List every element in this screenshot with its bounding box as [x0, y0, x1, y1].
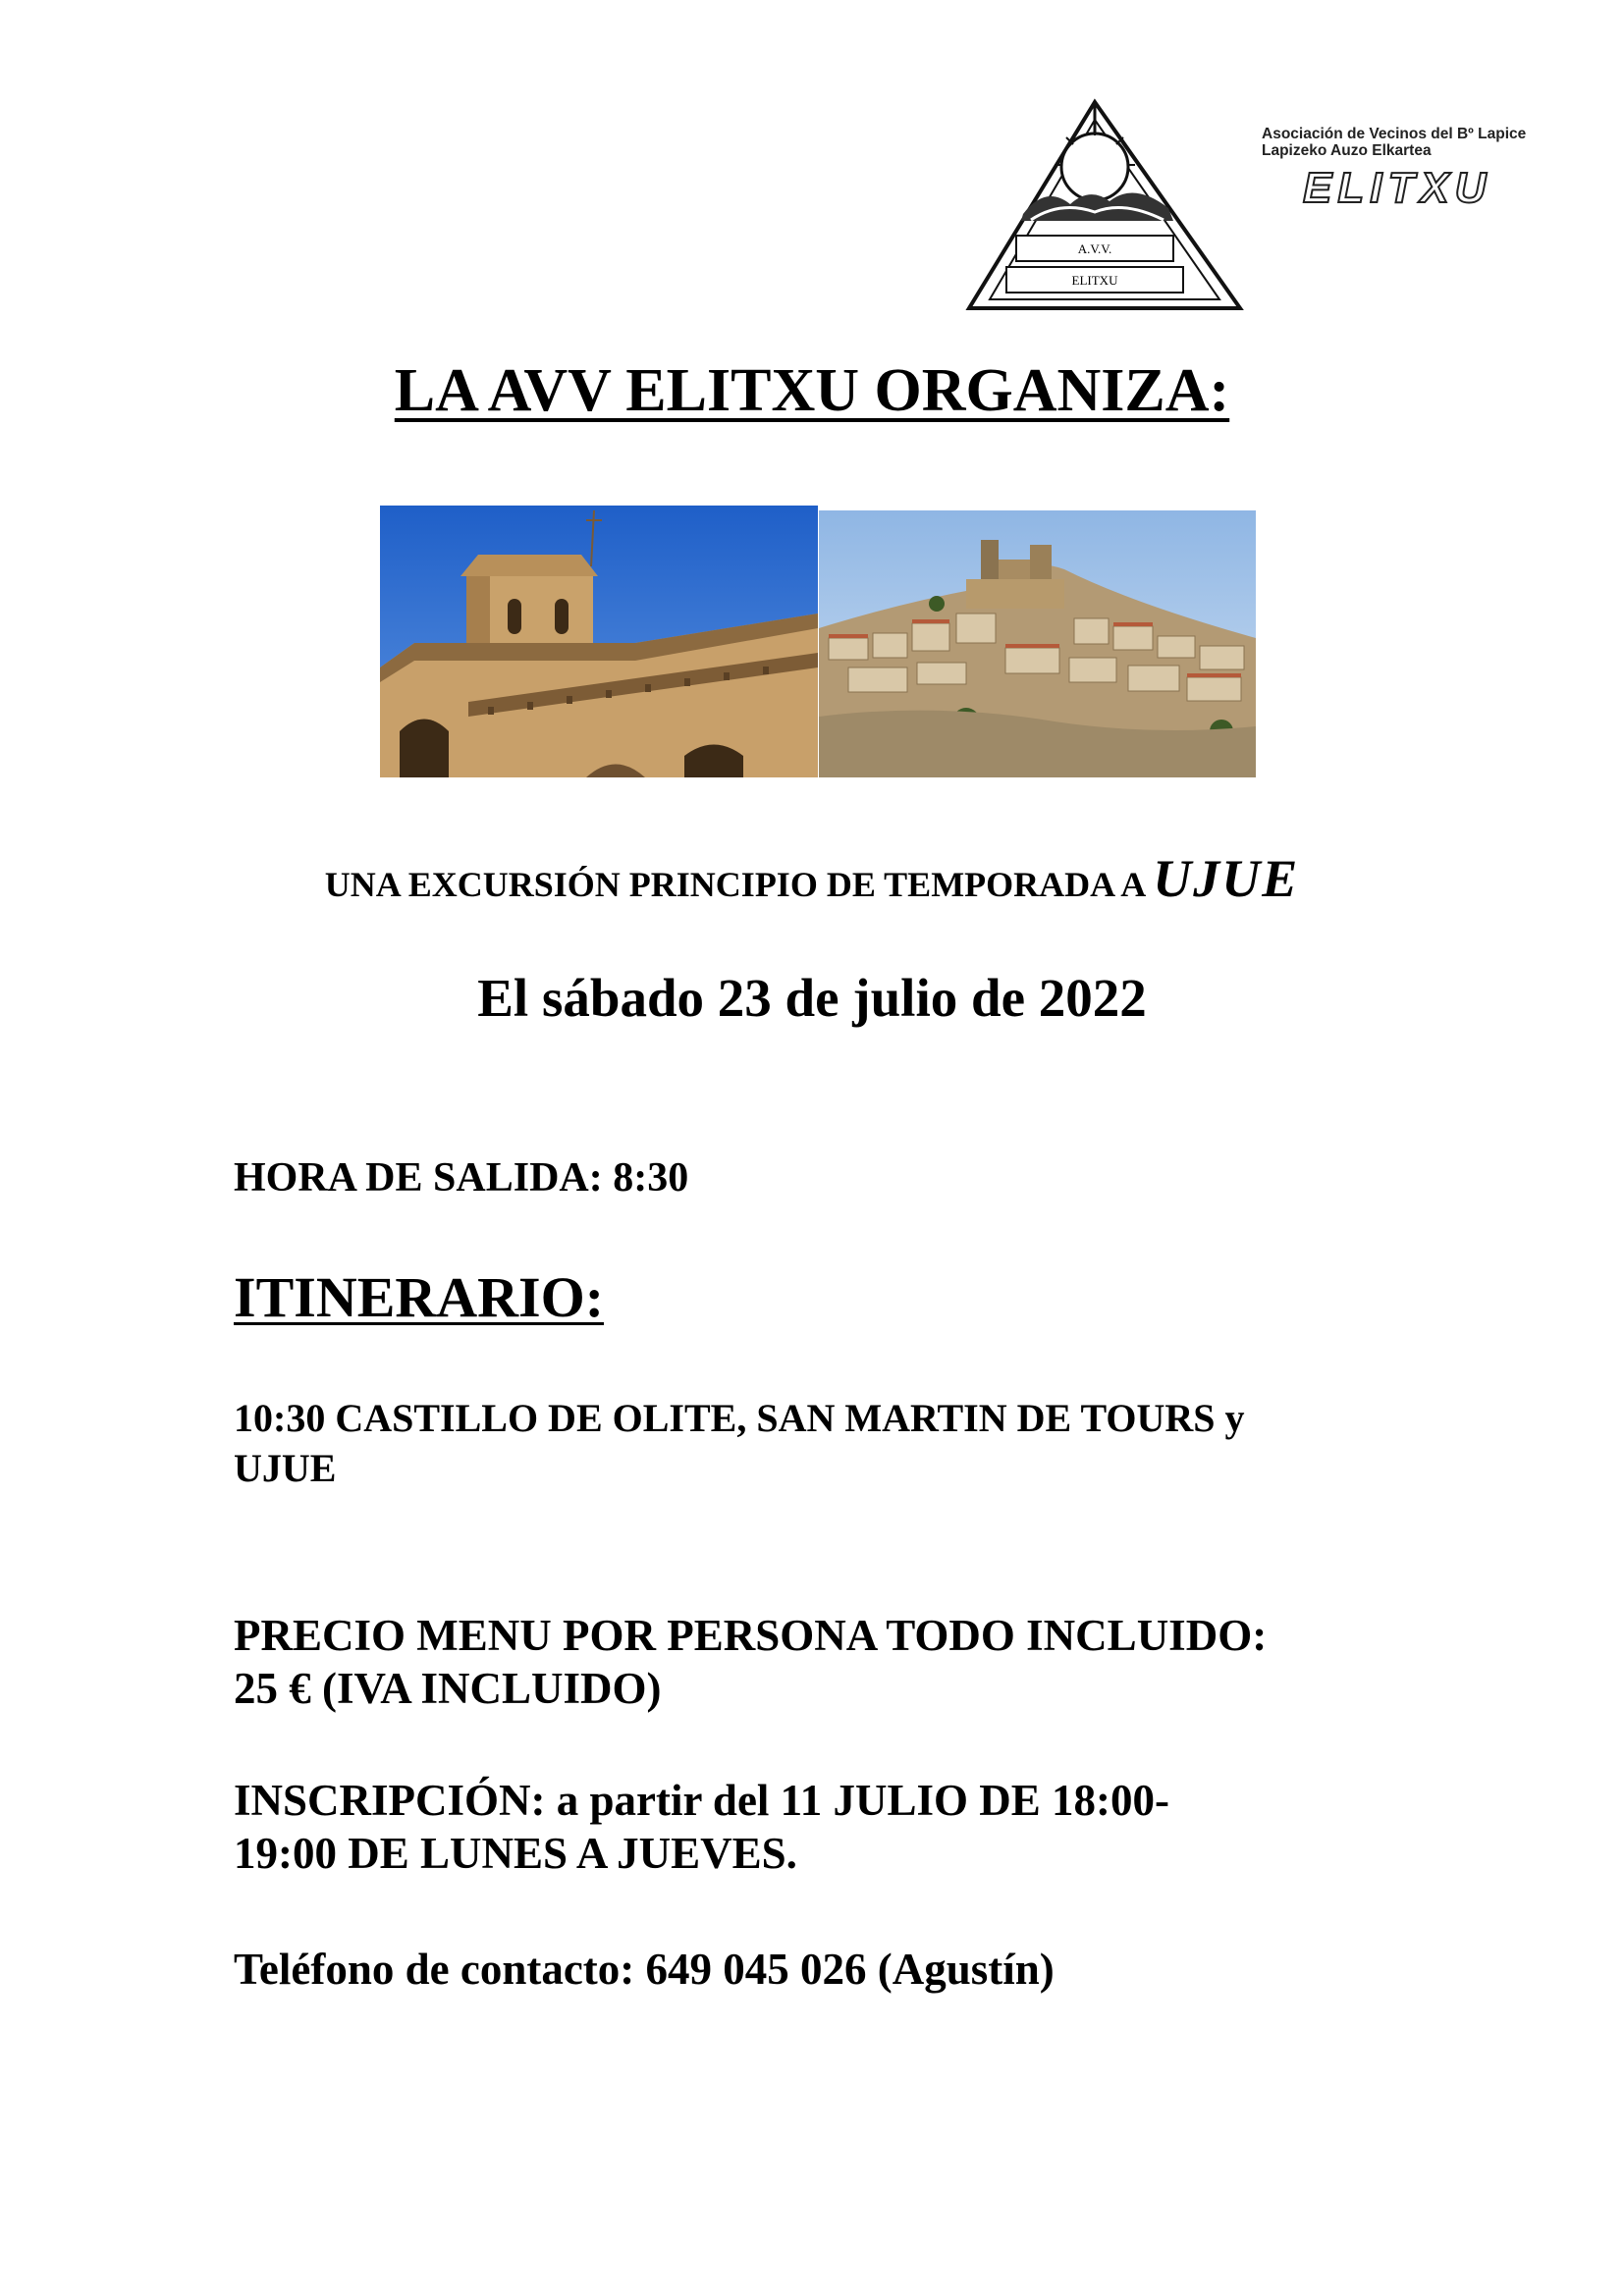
departure-time: HORA DE SALIDA: 8:30 — [234, 1155, 689, 1201]
registration-line-1: INSCRIPCIÓN: a partir del 11 JULIO DE 18:00- — [234, 1776, 1169, 1825]
itinerary-line-2: UJUE — [234, 1446, 337, 1490]
contact-phone: Teléfono de contacto: 649 045 026 (Agustín) — [234, 1945, 1055, 1994]
itinerary-line-1: 10:30 CASTILLO DE OLITE, SAN MARTIN DE TOURS y — [234, 1396, 1245, 1440]
organization-block — [1262, 126, 1586, 212]
church-photo — [380, 506, 818, 777]
org-name-spanish: Asociación de Vecinos del Bº Lapice — [1262, 126, 1527, 142]
excursion-text: UNA EXCURSIÓN PRINCIPIO DE TEMPORADA A — [324, 865, 1145, 904]
town-photo — [819, 510, 1256, 777]
org-brand-wordmark: ELITXU — [1303, 164, 1492, 212]
excursion-destination: UJUE — [1153, 849, 1300, 908]
logo-caption-elitxu: ELITXU — [1071, 273, 1118, 288]
excursion-announcement — [0, 848, 1624, 909]
itinerary-heading: ITINERARIO: — [234, 1265, 605, 1329]
event-date: El sábado 23 de julio de 2022 — [477, 968, 1147, 1028]
registration-line-2: 19:00 DE LUNES A JUEVES. — [234, 1829, 797, 1878]
logo-caption-avv: A.V.V. — [1077, 241, 1112, 256]
price-line-2: 25 € (IVA INCLUIDO) — [234, 1664, 662, 1713]
page-title: LA AVV ELITXU ORGANIZA: — [394, 357, 1230, 424]
avv-triangle-logo — [962, 98, 1247, 319]
org-name-basque: Lapizeko Auzo Elkartea — [1262, 142, 1432, 159]
price-line-1: PRECIO MENU POR PERSONA TODO INCLUIDO: — [234, 1611, 1268, 1660]
